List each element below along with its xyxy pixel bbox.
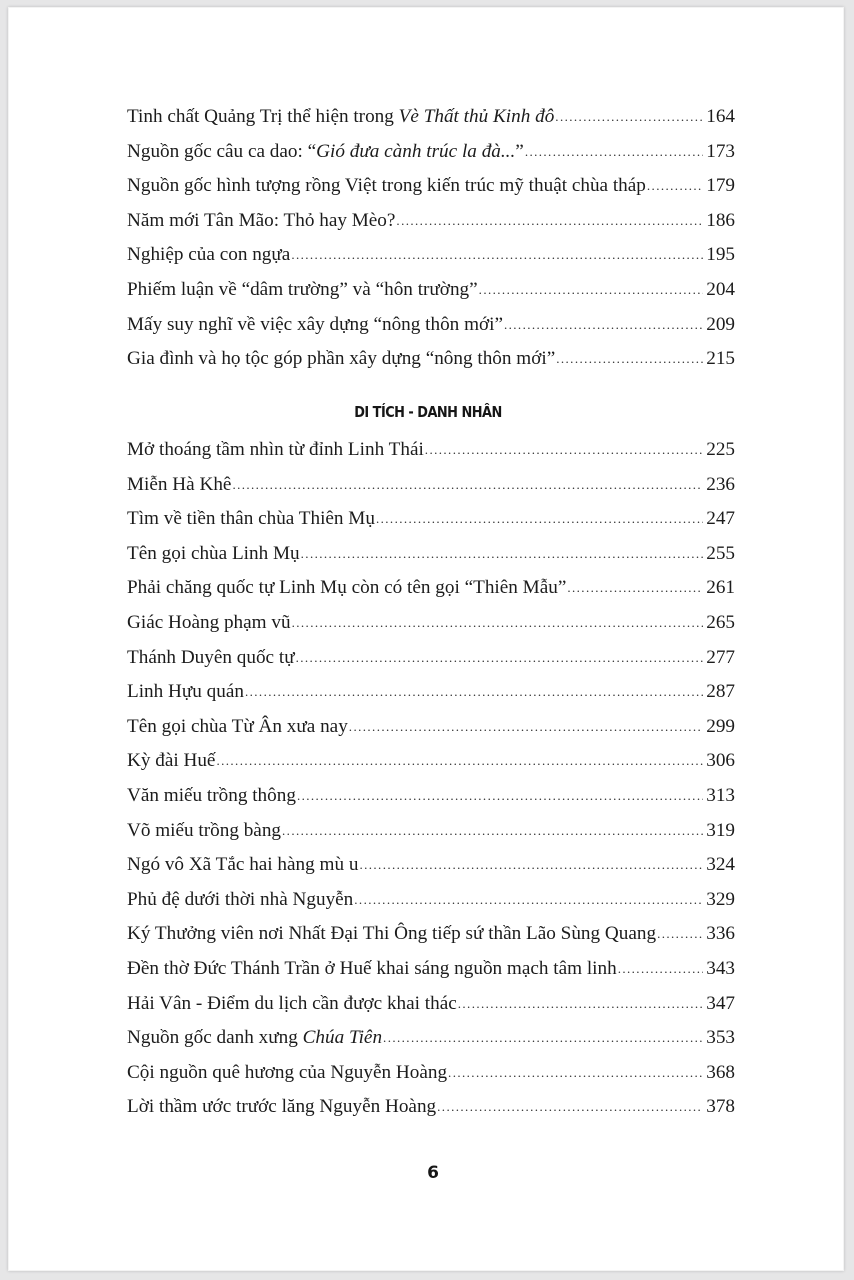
toc-entry-title-italic: Gió đưa cành trúc la đà... <box>316 140 516 162</box>
toc-entry-title <box>127 606 291 641</box>
dot-leader <box>245 675 703 710</box>
toc-entry-title-text: Võ miếu trồng bàng <box>127 819 282 841</box>
toc-entry-title <box>127 238 290 273</box>
toc-entry-title <box>127 468 231 503</box>
toc-entry-title-text: Phải chăng quốc tự Linh Mụ còn có tên gọi “Thiên Mẫu” <box>127 577 567 599</box>
toc-entry-page-number: 313 <box>706 784 735 806</box>
toc-entry-title-text: Hải Vân - Điểm du lịch cần được khai thác <box>127 992 457 1014</box>
toc-entry-title <box>127 1056 447 1091</box>
toc-entry-page-number: 255 <box>706 542 735 564</box>
toc-entry-page-number: 343 <box>706 957 735 979</box>
dot-leader <box>292 606 704 641</box>
toc-entry <box>127 883 735 918</box>
toc-entry-page-number: 204 <box>706 278 735 300</box>
dot-leader <box>657 917 703 952</box>
toc-entry <box>127 100 735 135</box>
toc-entry-title <box>127 917 656 952</box>
toc-entry-page-number: 265 <box>706 611 735 633</box>
toc-entry-title <box>127 883 353 918</box>
toc-entry <box>127 848 735 883</box>
toc-entry <box>127 675 735 710</box>
toc-entry-title-italic: Vè Thất thủ Kinh đô <box>398 106 555 127</box>
toc-entry-title <box>127 433 424 468</box>
section-heading: DI TÍCH - DANH NHÂN <box>354 403 502 421</box>
toc-entry <box>127 1090 735 1125</box>
toc-entry-page-number: 209 <box>706 313 735 335</box>
toc-entry-page-number: 247 <box>706 508 735 530</box>
dot-leader <box>556 342 703 377</box>
toc-entry-page-number: 306 <box>706 750 735 772</box>
dot-leader <box>448 1056 703 1091</box>
toc-entry-title <box>127 135 524 170</box>
toc-entry-title-text: Nghiệp của con ngựa <box>127 244 291 266</box>
dot-leader <box>383 1021 703 1056</box>
toc-entry <box>127 779 735 814</box>
toc-entry-title <box>127 779 296 814</box>
toc-entry-title-text: Mấy suy nghĩ về việc xây dựng “nông thôn mới” <box>127 313 503 335</box>
toc-entry-title <box>127 308 503 343</box>
toc-entry-title-text: Mở thoáng tầm nhìn từ đỉnh Linh Thái <box>127 439 424 460</box>
toc-entry-title <box>127 814 281 849</box>
toc-entry-title-text: Cội nguồn quê hương của Nguyễn Hoàng <box>127 1061 448 1083</box>
dot-leader <box>282 814 703 849</box>
toc-entry <box>127 814 735 849</box>
dot-leader <box>567 571 703 606</box>
toc-entry-page-number: 179 <box>706 175 735 197</box>
toc-entry-title <box>127 952 617 987</box>
toc-entry <box>127 433 735 468</box>
toc-entry-title <box>127 169 646 204</box>
toc-entry <box>127 468 735 503</box>
toc-entry-title <box>127 502 375 537</box>
toc-section-2 <box>127 433 735 1125</box>
dot-leader <box>216 744 703 779</box>
toc-entry-page-number: 277 <box>706 646 735 668</box>
dot-leader <box>555 100 703 135</box>
toc-entry-title-text: Tên gọi chùa Linh Mụ <box>127 542 300 564</box>
toc-section-1 <box>127 100 735 377</box>
toc-entry-page-number: 287 <box>706 681 735 703</box>
toc-entry-title <box>127 204 395 239</box>
dot-leader <box>296 641 704 676</box>
toc-entry-page-number: 368 <box>706 1061 735 1083</box>
toc-entry-title-text: Phủ đệ dưới thời nhà Nguyễn <box>127 888 354 910</box>
toc-entry-title <box>127 1090 436 1125</box>
toc-entry-title <box>127 987 457 1022</box>
toc-entry-page-number: 378 <box>706 1096 735 1118</box>
dot-leader <box>359 848 703 883</box>
toc-entry <box>127 571 735 606</box>
toc-entry-page-number: 225 <box>706 439 735 460</box>
toc-entry-page-number: 329 <box>706 888 735 910</box>
toc-entry-title <box>127 848 358 883</box>
dot-leader <box>618 952 704 987</box>
toc-entry <box>127 606 735 641</box>
toc-entry-title <box>127 675 244 710</box>
dot-leader <box>301 537 704 572</box>
toc-entry-title-text: Kỳ đài Huế <box>127 750 216 772</box>
toc-entry-title-text: Nguồn gốc danh xưng <box>127 1027 303 1049</box>
toc-entry-title <box>127 342 555 377</box>
dot-leader <box>504 308 703 343</box>
toc-entry-page-number: 261 <box>706 577 735 599</box>
toc-entry-title <box>127 100 554 135</box>
toc-entry <box>127 641 735 676</box>
toc-entry <box>127 502 735 537</box>
toc-entry <box>127 204 735 239</box>
toc-entry <box>127 917 735 952</box>
toc-entry-title <box>127 710 348 745</box>
toc-entry-page-number: 164 <box>706 106 735 127</box>
toc-entry <box>127 1056 735 1091</box>
toc-entry-page-number: 236 <box>706 473 735 495</box>
toc-entry-page-number: 215 <box>706 348 735 370</box>
toc-entry-page-number: 319 <box>706 819 735 841</box>
toc-entry-page-number: 336 <box>706 923 735 945</box>
dot-leader <box>297 779 703 814</box>
toc-entry-title-text: Đền thờ Đức Thánh Trần ở Huế khai sáng nguồn mạch tâm linh <box>127 957 617 979</box>
toc-entry-title-text: Nguồn gốc hình tượng rồng Việt trong kiến trúc mỹ thuật chùa tháp <box>127 175 646 197</box>
dot-leader <box>647 169 703 204</box>
dot-leader <box>458 987 703 1022</box>
toc-entry <box>127 238 735 273</box>
toc-entry <box>127 987 735 1022</box>
dot-leader <box>437 1090 703 1125</box>
dot-leader <box>354 883 703 918</box>
toc-entry-title <box>127 744 215 779</box>
toc-entry <box>127 169 735 204</box>
toc-entry-title-text: Tên gọi chùa Từ Ân xưa nay <box>127 715 348 737</box>
toc-entry-title-text: Gia đình và họ tộc góp phần xây dựng “nông thôn mới” <box>127 348 556 370</box>
toc-entry <box>127 952 735 987</box>
toc-entry <box>127 308 735 343</box>
dot-leader <box>232 468 703 503</box>
toc-entry-title-italic: Chúa Tiên <box>302 1027 383 1049</box>
toc-entry-title-text: Lời thầm ước trước lăng Nguyễn Hoàng <box>127 1096 437 1118</box>
dot-leader <box>349 710 703 745</box>
toc-entry <box>127 273 735 308</box>
toc-entry-title-text: Tìm về tiền thân chùa Thiên Mụ <box>127 508 375 530</box>
dot-leader <box>396 204 703 239</box>
dot-leader <box>479 273 704 308</box>
toc-entry <box>127 135 735 170</box>
dot-leader <box>425 433 703 468</box>
toc-entry-title-text: Nguồn gốc câu ca dao: “ <box>127 140 317 162</box>
toc-entry-title-text: Phiếm luận về “dâm trường” và “hôn trường” <box>127 278 478 300</box>
toc-entry-title <box>127 273 478 308</box>
dot-leader <box>291 238 703 273</box>
toc-entry-title-text: Tinh chất Quảng Trị thể hiện trong <box>127 106 399 127</box>
toc-entry-title-text: Văn miếu trồng thông <box>127 784 296 806</box>
toc-entry <box>127 744 735 779</box>
toc-entry-title <box>127 641 295 676</box>
toc-entry-title-text: Thánh Duyên quốc tự <box>127 646 295 668</box>
toc-entry-title-text: Năm mới Tân Mão: Thỏ hay Mèo? <box>127 209 396 231</box>
toc-entry-title-text: Linh Hựu quán <box>127 681 244 703</box>
toc-entry-title-text: Ngó vô Xã Tắc hai hàng mù u <box>127 854 359 876</box>
toc-entry-title-text: Ký Thưởng viên nơi Nhất Đại Thi Ông tiếp sứ thần Lão Sùng Quang <box>127 923 657 945</box>
toc-entry-page-number: 353 <box>706 1027 735 1049</box>
toc-entry-title <box>127 537 300 572</box>
dot-leader <box>525 135 703 170</box>
toc-entry <box>127 1021 735 1056</box>
toc-entry-page-number: 347 <box>706 992 735 1014</box>
toc-entry-title <box>127 571 566 606</box>
dot-leader <box>376 502 703 537</box>
page-number: 6 <box>427 1163 439 1183</box>
toc-entry-page-number: 324 <box>706 854 735 876</box>
toc-entry-page-number: 186 <box>706 209 735 231</box>
toc-entry-title-text: Miễn Hà Khê <box>127 473 232 495</box>
toc-entry <box>127 342 735 377</box>
toc-entry <box>127 710 735 745</box>
toc-entry-page-number: 299 <box>706 715 735 737</box>
toc-entry-title-suffix: ” <box>515 140 524 162</box>
toc-entry-page-number: 195 <box>706 244 735 266</box>
toc-entry-title <box>127 1021 382 1056</box>
toc-entry-title-text: Giác Hoàng phạm vũ <box>127 611 291 633</box>
toc-entry-page-number: 173 <box>706 140 735 162</box>
toc-entry <box>127 537 735 572</box>
